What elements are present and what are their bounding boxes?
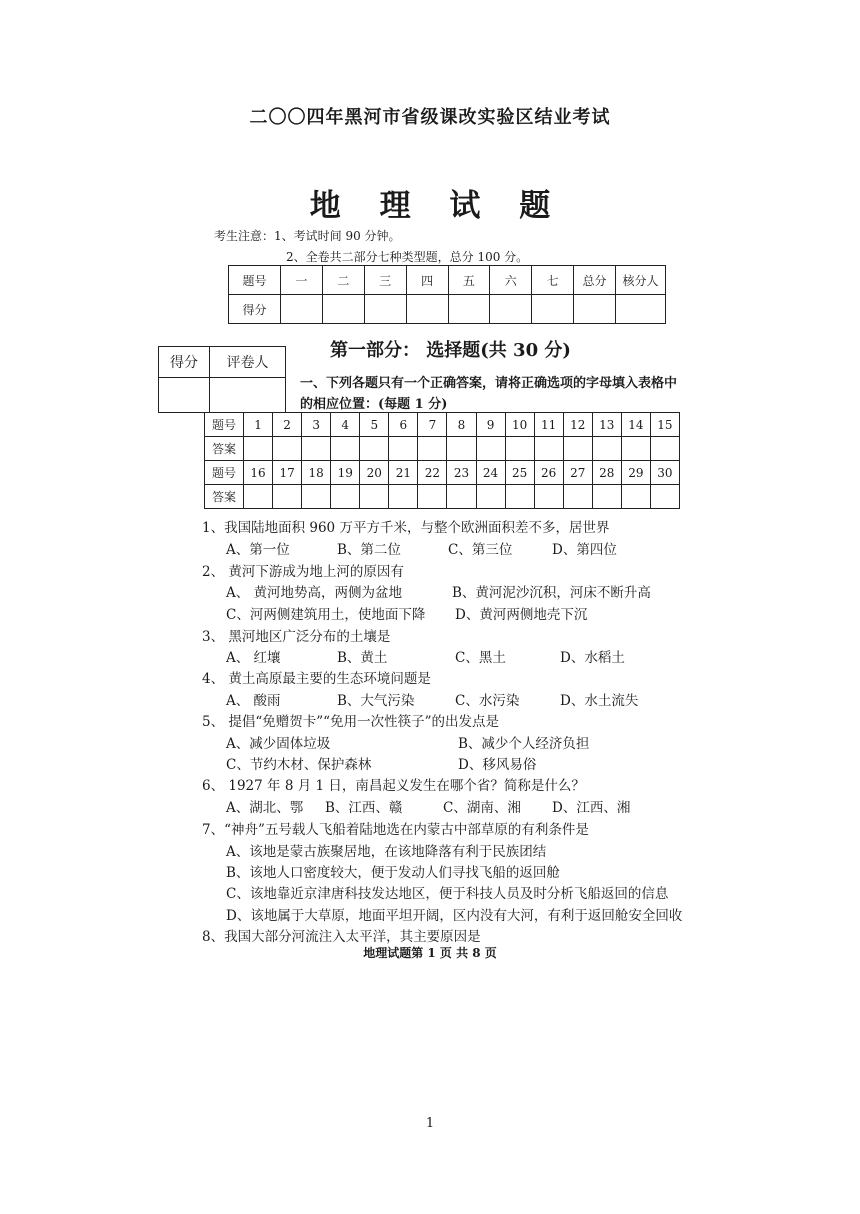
- score-cell: 二: [322, 266, 364, 295]
- score-entry-cell[interactable]: [615, 295, 665, 324]
- answer-entry-cell[interactable]: [505, 485, 534, 509]
- answer-row-label: 题号: [205, 413, 244, 437]
- question-7-option-b: B、该地人口密度较大，便于发动人们寻找飞船的返回舱: [226, 865, 560, 881]
- question-5-option-c: C、节约木材、保护森林: [226, 757, 372, 773]
- question-8-stem: 8、我国大部分河流注入太平洋，其主要原因是: [202, 929, 481, 945]
- answer-entry-cell[interactable]: [331, 437, 360, 461]
- score-cell: 五: [448, 266, 490, 295]
- answer-number-cell: 30: [650, 461, 679, 485]
- answer-number-cell: 2: [273, 413, 302, 437]
- question-4-stem: 4、 黄土高原最主要的生态环境问题是: [202, 671, 431, 687]
- answer-number-cell: 26: [534, 461, 563, 485]
- score-entry-cell[interactable]: [574, 295, 616, 324]
- score-cell: 得分: [229, 295, 281, 324]
- score-entry-cell[interactable]: [364, 295, 406, 324]
- score-cell: 题号: [229, 266, 281, 295]
- answer-entry-cell[interactable]: [650, 485, 679, 509]
- answer-number-cell: 6: [389, 413, 418, 437]
- answer-entry-cell[interactable]: [273, 485, 302, 509]
- question-1-option-a: A、第一位: [226, 542, 290, 558]
- answer-entry-cell[interactable]: [389, 437, 418, 461]
- answer-entry-cell[interactable]: [302, 437, 331, 461]
- main-title-char: 地: [309, 188, 341, 224]
- score-table: [228, 265, 666, 324]
- question-1-stem: 1、我国陆地面积 960 万平方千米，与整个欧洲面积差不多，居世界: [202, 520, 610, 536]
- answer-number-cell: 4: [331, 413, 360, 437]
- answer-entry-cell[interactable]: [650, 437, 679, 461]
- grader-name-entry[interactable]: [210, 378, 286, 413]
- answer-entry-cell[interactable]: [389, 485, 418, 509]
- answer-row-label: 答案: [205, 437, 244, 461]
- question-5-option-a: A、减少固体垃圾: [226, 736, 331, 752]
- answer-number-cell: 14: [621, 413, 650, 437]
- question-1-option-d: D、第四位: [552, 542, 617, 558]
- answer-number-cell: 10: [505, 413, 534, 437]
- answer-entry-cell[interactable]: [563, 437, 592, 461]
- answer-table: [204, 412, 680, 509]
- answer-entry-cell[interactable]: [592, 437, 621, 461]
- question-2-option-a: A、 黄河地势高，两侧为盆地: [226, 585, 403, 601]
- question-5-option-b: B、减少个人经济负担: [458, 736, 590, 752]
- answer-number-cell: 12: [563, 413, 592, 437]
- question-4-option-d: D、水土流失: [560, 693, 639, 709]
- answer-entry-cell[interactable]: [418, 437, 447, 461]
- answer-entry-cell[interactable]: [360, 485, 389, 509]
- question-2-option-b: B、黄河泥沙沉积，河床不断升高: [452, 585, 651, 601]
- question-3-stem: 3、 黑河地区广泛分布的土壤是: [202, 629, 391, 645]
- score-cell: 核分人: [615, 266, 665, 295]
- question-4-option-c: C、水污染: [455, 693, 520, 709]
- answer-number-cell: 1: [244, 413, 273, 437]
- answer-entry-row: [205, 437, 680, 461]
- question-4-option-a: A、 酸雨: [226, 693, 281, 709]
- question-7-option-a: A、该地是蒙古族聚居地，在该地降落有利于民族团结: [226, 844, 547, 860]
- question-2-option-c: C、河两侧建筑用土，使地面下降: [226, 607, 426, 623]
- answer-number-cell: 13: [592, 413, 621, 437]
- answer-entry-cell[interactable]: [418, 485, 447, 509]
- question-7-option-c: C、该地靠近京津唐科技发达地区，便于科技人员及时分析飞船返回的信息: [226, 886, 669, 902]
- score-cell: 三: [364, 266, 406, 295]
- score-entry-cell[interactable]: [281, 295, 323, 324]
- answer-entry-cell[interactable]: [447, 485, 476, 509]
- question-6-stem: 6、 1927 年 8 月 1 日，南昌起义发生在哪个省？简称是什么？: [202, 778, 585, 794]
- notice-line2: 2、全卷共二部分七种类型题，总分 100 分。: [286, 250, 529, 264]
- question-6-option-a: A、湖北、鄂: [226, 800, 304, 816]
- answer-entry-cell[interactable]: [621, 485, 650, 509]
- answer-number-cell: 22: [418, 461, 447, 485]
- score-cell: 四: [406, 266, 448, 295]
- question-3-option-c: C、黑土: [455, 650, 506, 666]
- notice-label: 考生注意：: [214, 229, 275, 243]
- answer-number-cell: 24: [476, 461, 505, 485]
- notice-text-1: 1、考试时间 90 分钟。: [274, 229, 401, 243]
- main-title-char: 试: [449, 188, 481, 224]
- question-7-stem: 7、“神舟”五号载人飞船着陆地选在内蒙古中部草原的有利条件是: [202, 822, 589, 838]
- answer-number-cell: 11: [534, 413, 563, 437]
- main-title: [0, 180, 860, 225]
- main-title-char: 理: [379, 188, 411, 224]
- answer-number-cell: 8: [447, 413, 476, 437]
- question-1-option-c: C、第三位: [448, 542, 513, 558]
- main-title-char: 题: [519, 188, 551, 224]
- answer-row-label: 答案: [205, 485, 244, 509]
- answer-entry-row: [205, 485, 680, 509]
- answer-entry-cell[interactable]: [360, 437, 389, 461]
- answer-entry-cell[interactable]: [331, 485, 360, 509]
- question-3-option-a: A、 红壤: [226, 650, 281, 666]
- question-5-option-d: D、移风易俗: [458, 757, 537, 773]
- answer-entry-cell[interactable]: [534, 437, 563, 461]
- score-entry-cell[interactable]: [406, 295, 448, 324]
- answer-entry-cell[interactable]: [244, 485, 273, 509]
- answer-entry-cell[interactable]: [534, 485, 563, 509]
- answer-number-cell: 25: [505, 461, 534, 485]
- part1-instruction-line1: 一、下列各题只有一个正确答案，请将正确选项的字母填入表格中: [300, 376, 678, 391]
- answer-entry-cell[interactable]: [505, 437, 534, 461]
- question-6-option-b: B、江西、赣: [325, 800, 403, 816]
- question-5-stem: 5、 提倡“免赠贺卡”“免用一次性筷子”的出发点是: [202, 714, 499, 730]
- question-4-option-b: B、大气污染: [337, 693, 415, 709]
- answer-number-cell: 15: [650, 413, 679, 437]
- score-cell: 七: [532, 266, 574, 295]
- score-entry-cell[interactable]: [490, 295, 532, 324]
- answer-entry-cell[interactable]: [476, 437, 505, 461]
- answer-entry-cell[interactable]: [476, 485, 505, 509]
- question-2-option-d: D、黄河两侧地壳下沉: [455, 607, 588, 623]
- grader-score-entry[interactable]: [159, 378, 210, 413]
- answer-number-cell: 19: [331, 461, 360, 485]
- answer-number-cell: 21: [389, 461, 418, 485]
- score-entry-cell[interactable]: [448, 295, 490, 324]
- question-3-option-b: B、黄土: [337, 650, 388, 666]
- answer-number-cell: 28: [592, 461, 621, 485]
- answer-number-cell: 3: [302, 413, 331, 437]
- answer-entry-cell[interactable]: [273, 437, 302, 461]
- answer-entry-cell[interactable]: [621, 437, 650, 461]
- answer-number-cell: 27: [563, 461, 592, 485]
- answer-number-row: [205, 413, 680, 437]
- score-cell: 一: [281, 266, 323, 295]
- answer-number-cell: 18: [302, 461, 331, 485]
- part1-title: 第一部分： 选择题(共 30 分): [330, 340, 571, 361]
- question-3-option-d: D、水稻土: [560, 650, 625, 666]
- answer-entry-cell[interactable]: [244, 437, 273, 461]
- answer-entry-cell[interactable]: [592, 485, 621, 509]
- answer-entry-cell[interactable]: [302, 485, 331, 509]
- answer-number-cell: 5: [360, 413, 389, 437]
- page-footer: 地理试题第 1 页 共 8 页: [363, 946, 497, 960]
- score-table-header-row: [229, 266, 666, 295]
- notice-line1: [214, 227, 401, 244]
- question-6-option-d: D、江西、湘: [552, 800, 631, 816]
- answer-number-cell: 20: [360, 461, 389, 485]
- answer-number-cell: 16: [244, 461, 273, 485]
- part1-instruction-line2: 的相应位置：(每题 1 分): [300, 397, 448, 412]
- score-entry-cell[interactable]: [532, 295, 574, 324]
- answer-row-label: 题号: [205, 461, 244, 485]
- answer-number-cell: 9: [476, 413, 505, 437]
- answer-number-cell: 17: [273, 461, 302, 485]
- answer-entry-cell[interactable]: [563, 485, 592, 509]
- score-entry-cell[interactable]: [322, 295, 364, 324]
- question-7-option-d: D、该地属于大草原，地面平坦开阔，区内没有大河，有利于返回舱安全回收: [226, 908, 683, 924]
- answer-number-cell: 29: [621, 461, 650, 485]
- answer-number-cell: 23: [447, 461, 476, 485]
- answer-number-row: [205, 461, 680, 485]
- exam-header-title: 二〇〇四年黑河市省级课改实验区结业考试: [249, 107, 611, 128]
- question-6-option-c: C、湖南、湘: [443, 800, 521, 816]
- question-2-stem: 2、 黄河下游成为地上河的原因有: [202, 564, 404, 580]
- question-1-option-b: B、第二位: [337, 542, 401, 558]
- score-cell: 总分: [574, 266, 616, 295]
- grader-box: [158, 346, 286, 413]
- grader-name-label: 评卷人: [210, 347, 286, 378]
- score-cell: 六: [490, 266, 532, 295]
- answer-entry-cell[interactable]: [447, 437, 476, 461]
- page-number: 1: [425, 1116, 435, 1131]
- answer-number-cell: 7: [418, 413, 447, 437]
- score-table-score-row: [229, 295, 666, 324]
- grader-score-label: 得分: [159, 347, 210, 378]
